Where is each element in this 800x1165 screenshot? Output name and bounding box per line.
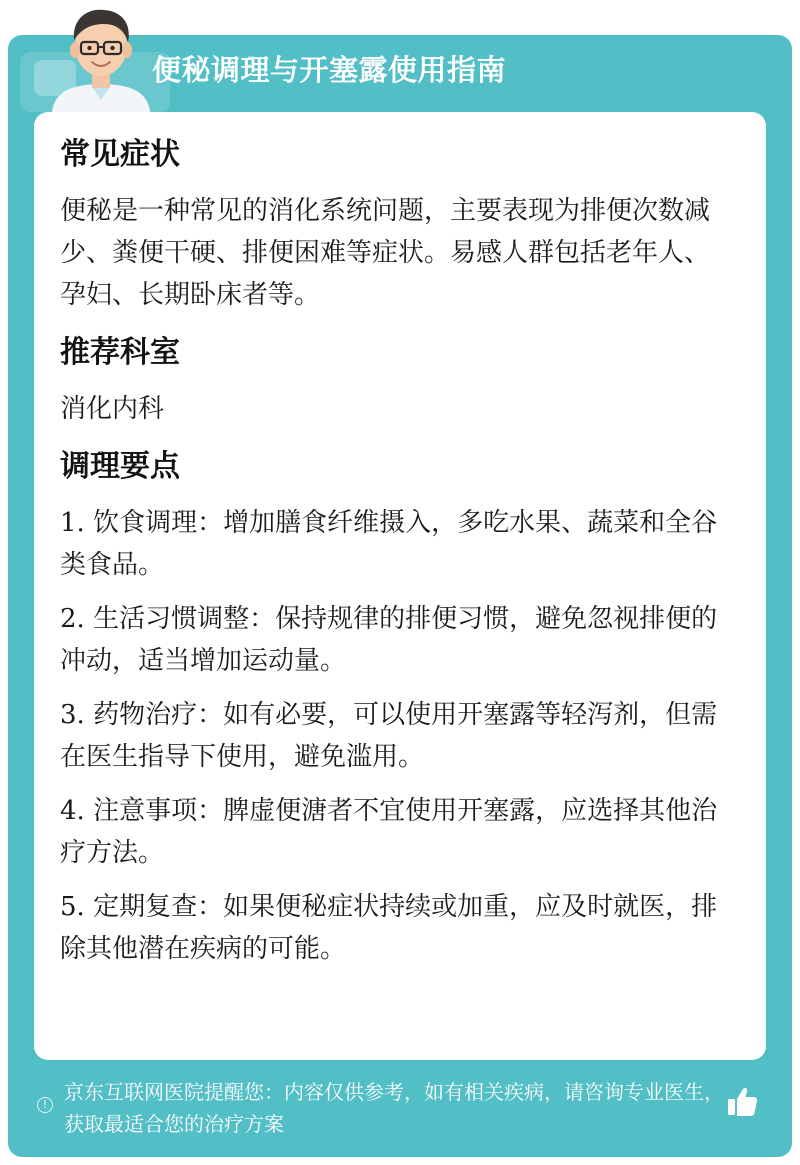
section-heading-department: 推荐科室 [60, 335, 180, 370]
tip-text: 饮食调理：增加膳食纤维摄入，多吃水果、蔬菜和全谷类食品。 [60, 508, 718, 580]
section-heading-symptoms: 常见症状 [60, 137, 180, 172]
content-card [34, 112, 766, 1060]
tip-text: 生活习惯调整：保持规律的排便习惯，避免忽视排便的冲动，适当增加运动量。 [60, 604, 718, 676]
content-body [60, 134, 728, 982]
tip-number: 3. [60, 700, 85, 730]
tip-number: 1. [60, 508, 85, 538]
info-icon: ! [37, 1097, 53, 1113]
page-title: 便秘调理与开塞露使用指南 [152, 53, 507, 87]
footer-disclaimer: 京东互联网医院提醒您：内容仅供参考，如有相关疾病，请咨询专业医生，获取最适合您的治疗方案 [64, 1080, 724, 1136]
list-item [60, 598, 728, 682]
tip-number: 4. [60, 796, 85, 826]
tip-text: 定期复查：如果便秘症状持续或加重，应及时就医，排除其他潜在疾病的可能。 [60, 892, 718, 964]
tip-number: 2. [60, 604, 85, 634]
list-item [60, 790, 728, 874]
section-heading-tips: 调理要点 [60, 449, 180, 484]
tips-list [60, 502, 728, 970]
tip-number: 5. [60, 892, 85, 922]
doctor-avatar [46, 0, 156, 112]
thumbs-up-icon[interactable] [725, 1085, 759, 1119]
list-item [60, 886, 728, 970]
section-text-department: 消化内科 [60, 394, 165, 424]
tip-text: 药物治疗：如有必要，可以使用开塞露等轻泻剂，但需在医生指导下使用，避免滥用。 [60, 700, 718, 772]
tip-text: 注意事项：脾虚便溏者不宜使用开塞露，应选择其他治疗方法。 [60, 796, 718, 868]
section-text-symptoms: 便秘是一种常见的消化系统问题，主要表现为排便次数减少、粪便干硬、排便困难等症状。易感人群包括老年人、孕妇、长期卧床者等。 [60, 196, 711, 310]
list-item [60, 502, 728, 586]
list-item [60, 694, 728, 778]
